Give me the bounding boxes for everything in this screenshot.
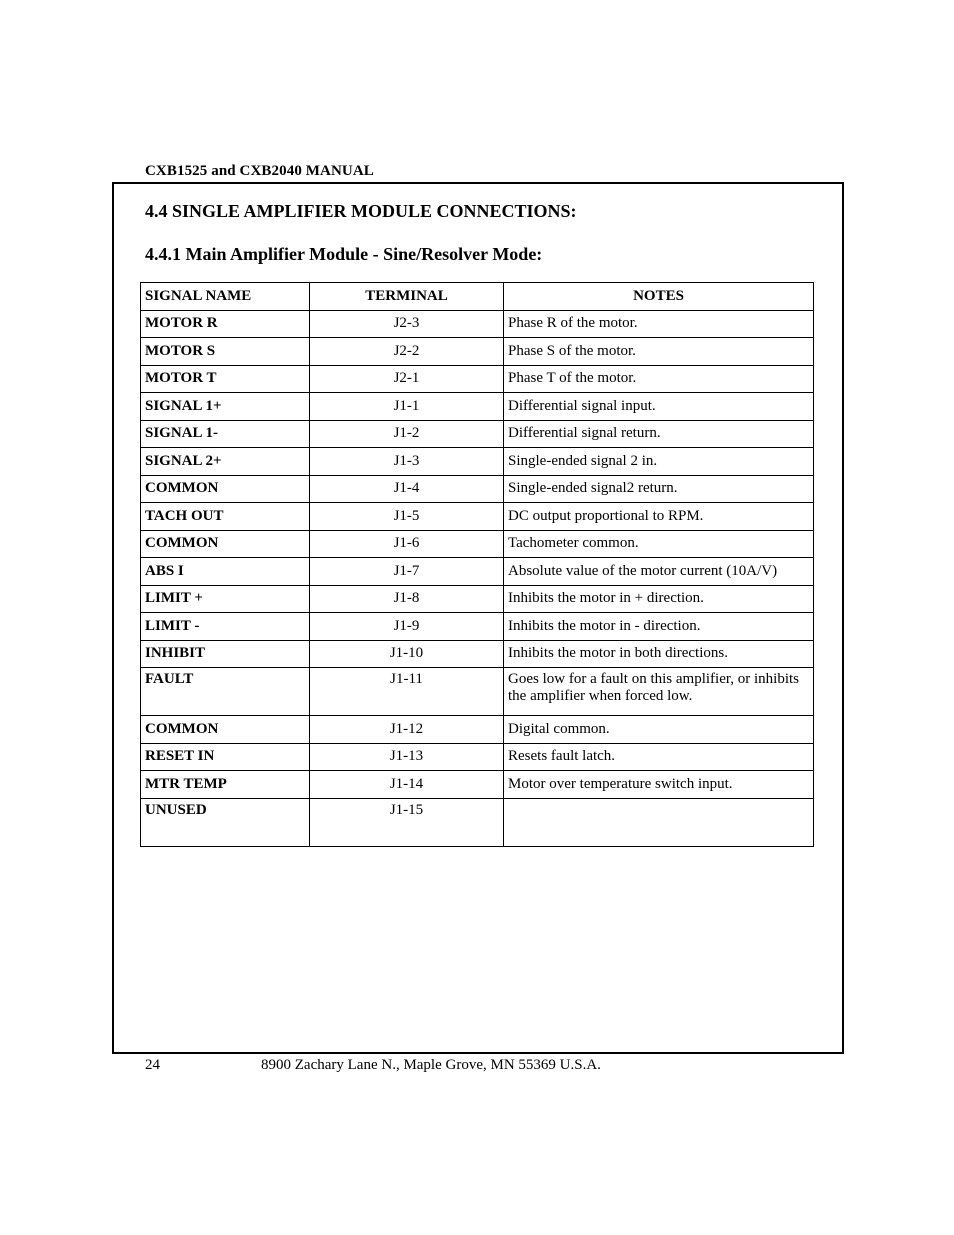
signal-name-cell: MOTOR S: [141, 338, 310, 366]
signal-name-cell: SIGNAL 1+: [141, 393, 310, 421]
signal-name-cell: MOTOR R: [141, 310, 310, 338]
table-row: [141, 365, 814, 393]
signal-name-cell: ABS I: [141, 558, 310, 586]
notes-cell: Phase R of the motor.: [504, 310, 814, 338]
terminal-cell: J1-11: [310, 668, 504, 716]
terminal-cell: J2-3: [310, 310, 504, 338]
table-row: [141, 420, 814, 448]
table-row: [141, 475, 814, 503]
notes-cell: Goes low for a fault on this amplifier, or inhibits the amplifier when forced low.: [504, 668, 814, 716]
notes-cell: Digital common.: [504, 716, 814, 744]
table-header-row: [141, 283, 814, 311]
notes-cell: DC output proportional to RPM.: [504, 503, 814, 531]
table-row: [141, 798, 814, 846]
notes-cell: Tachometer common.: [504, 530, 814, 558]
signal-name-cell: LIMIT +: [141, 585, 310, 613]
terminal-cell: J1-1: [310, 393, 504, 421]
table-row: [141, 310, 814, 338]
signal-name-cell: INHIBIT: [141, 640, 310, 668]
terminal-cell: J1-15: [310, 798, 504, 846]
table-row: [141, 393, 814, 421]
column-header-signal-name: SIGNAL NAME: [141, 283, 310, 311]
signal-name-cell: FAULT: [141, 668, 310, 716]
notes-cell: Phase S of the motor.: [504, 338, 814, 366]
table-row: [141, 771, 814, 799]
subsection-title: 4.4.1 Main Amplifier Module - Sine/Resolver Mode:: [145, 244, 543, 264]
signal-name-cell: SIGNAL 2+: [141, 448, 310, 476]
terminal-cell: J1-9: [310, 613, 504, 641]
table-row: [141, 668, 814, 716]
terminal-cell: J1-12: [310, 716, 504, 744]
notes-cell: Resets fault latch.: [504, 743, 814, 771]
footer-address: 8900 Zachary Lane N., Maple Grove, MN 55369 U.S.A.: [261, 1057, 601, 1073]
running-header: CXB1525 and CXB2040 MANUAL: [145, 163, 374, 179]
terminal-cell: J1-6: [310, 530, 504, 558]
terminal-cell: J1-7: [310, 558, 504, 586]
notes-cell: [504, 798, 814, 846]
notes-cell: Single-ended signal2 return.: [504, 475, 814, 503]
signal-name-cell: MOTOR T: [141, 365, 310, 393]
table-row: [141, 585, 814, 613]
notes-cell: Differential signal return.: [504, 420, 814, 448]
signal-name-cell: LIMIT -: [141, 613, 310, 641]
notes-cell: Absolute value of the motor current (10A/V): [504, 558, 814, 586]
notes-cell: Inhibits the motor in - direction.: [504, 613, 814, 641]
table-row: [141, 503, 814, 531]
page-number: 24: [145, 1057, 160, 1073]
table-row: [141, 640, 814, 668]
section-title: 4.4 SINGLE AMPLIFIER MODULE CONNECTIONS:: [145, 201, 577, 221]
signal-name-cell: MTR TEMP: [141, 771, 310, 799]
signal-name-cell: COMMON: [141, 716, 310, 744]
signal-name-cell: TACH OUT: [141, 503, 310, 531]
terminal-cell: J1-8: [310, 585, 504, 613]
column-header-notes: NOTES: [504, 283, 814, 311]
notes-cell: Inhibits the motor in + direction.: [504, 585, 814, 613]
notes-cell: Differential signal input.: [504, 393, 814, 421]
table-row: [141, 558, 814, 586]
table-row: [141, 338, 814, 366]
notes-cell: Inhibits the motor in both directions.: [504, 640, 814, 668]
notes-cell: Single-ended signal 2 in.: [504, 448, 814, 476]
signal-name-cell: COMMON: [141, 530, 310, 558]
table-row: [141, 613, 814, 641]
signal-name-cell: RESET IN: [141, 743, 310, 771]
terminal-cell: J2-2: [310, 338, 504, 366]
terminal-cell: J1-5: [310, 503, 504, 531]
connections-table: [140, 282, 814, 847]
table-row: [141, 743, 814, 771]
notes-cell: Motor over temperature switch input.: [504, 771, 814, 799]
column-header-terminal: TERMINAL: [310, 283, 504, 311]
terminal-cell: J1-14: [310, 771, 504, 799]
terminal-cell: J2-1: [310, 365, 504, 393]
table-row: [141, 530, 814, 558]
signal-name-cell: COMMON: [141, 475, 310, 503]
signal-name-cell: SIGNAL 1-: [141, 420, 310, 448]
table-row: [141, 448, 814, 476]
terminal-cell: J1-2: [310, 420, 504, 448]
signal-name-cell: UNUSED: [141, 798, 310, 846]
terminal-cell: J1-4: [310, 475, 504, 503]
terminal-cell: J1-13: [310, 743, 504, 771]
terminal-cell: J1-3: [310, 448, 504, 476]
table-row: [141, 716, 814, 744]
notes-cell: Phase T of the motor.: [504, 365, 814, 393]
terminal-cell: J1-10: [310, 640, 504, 668]
